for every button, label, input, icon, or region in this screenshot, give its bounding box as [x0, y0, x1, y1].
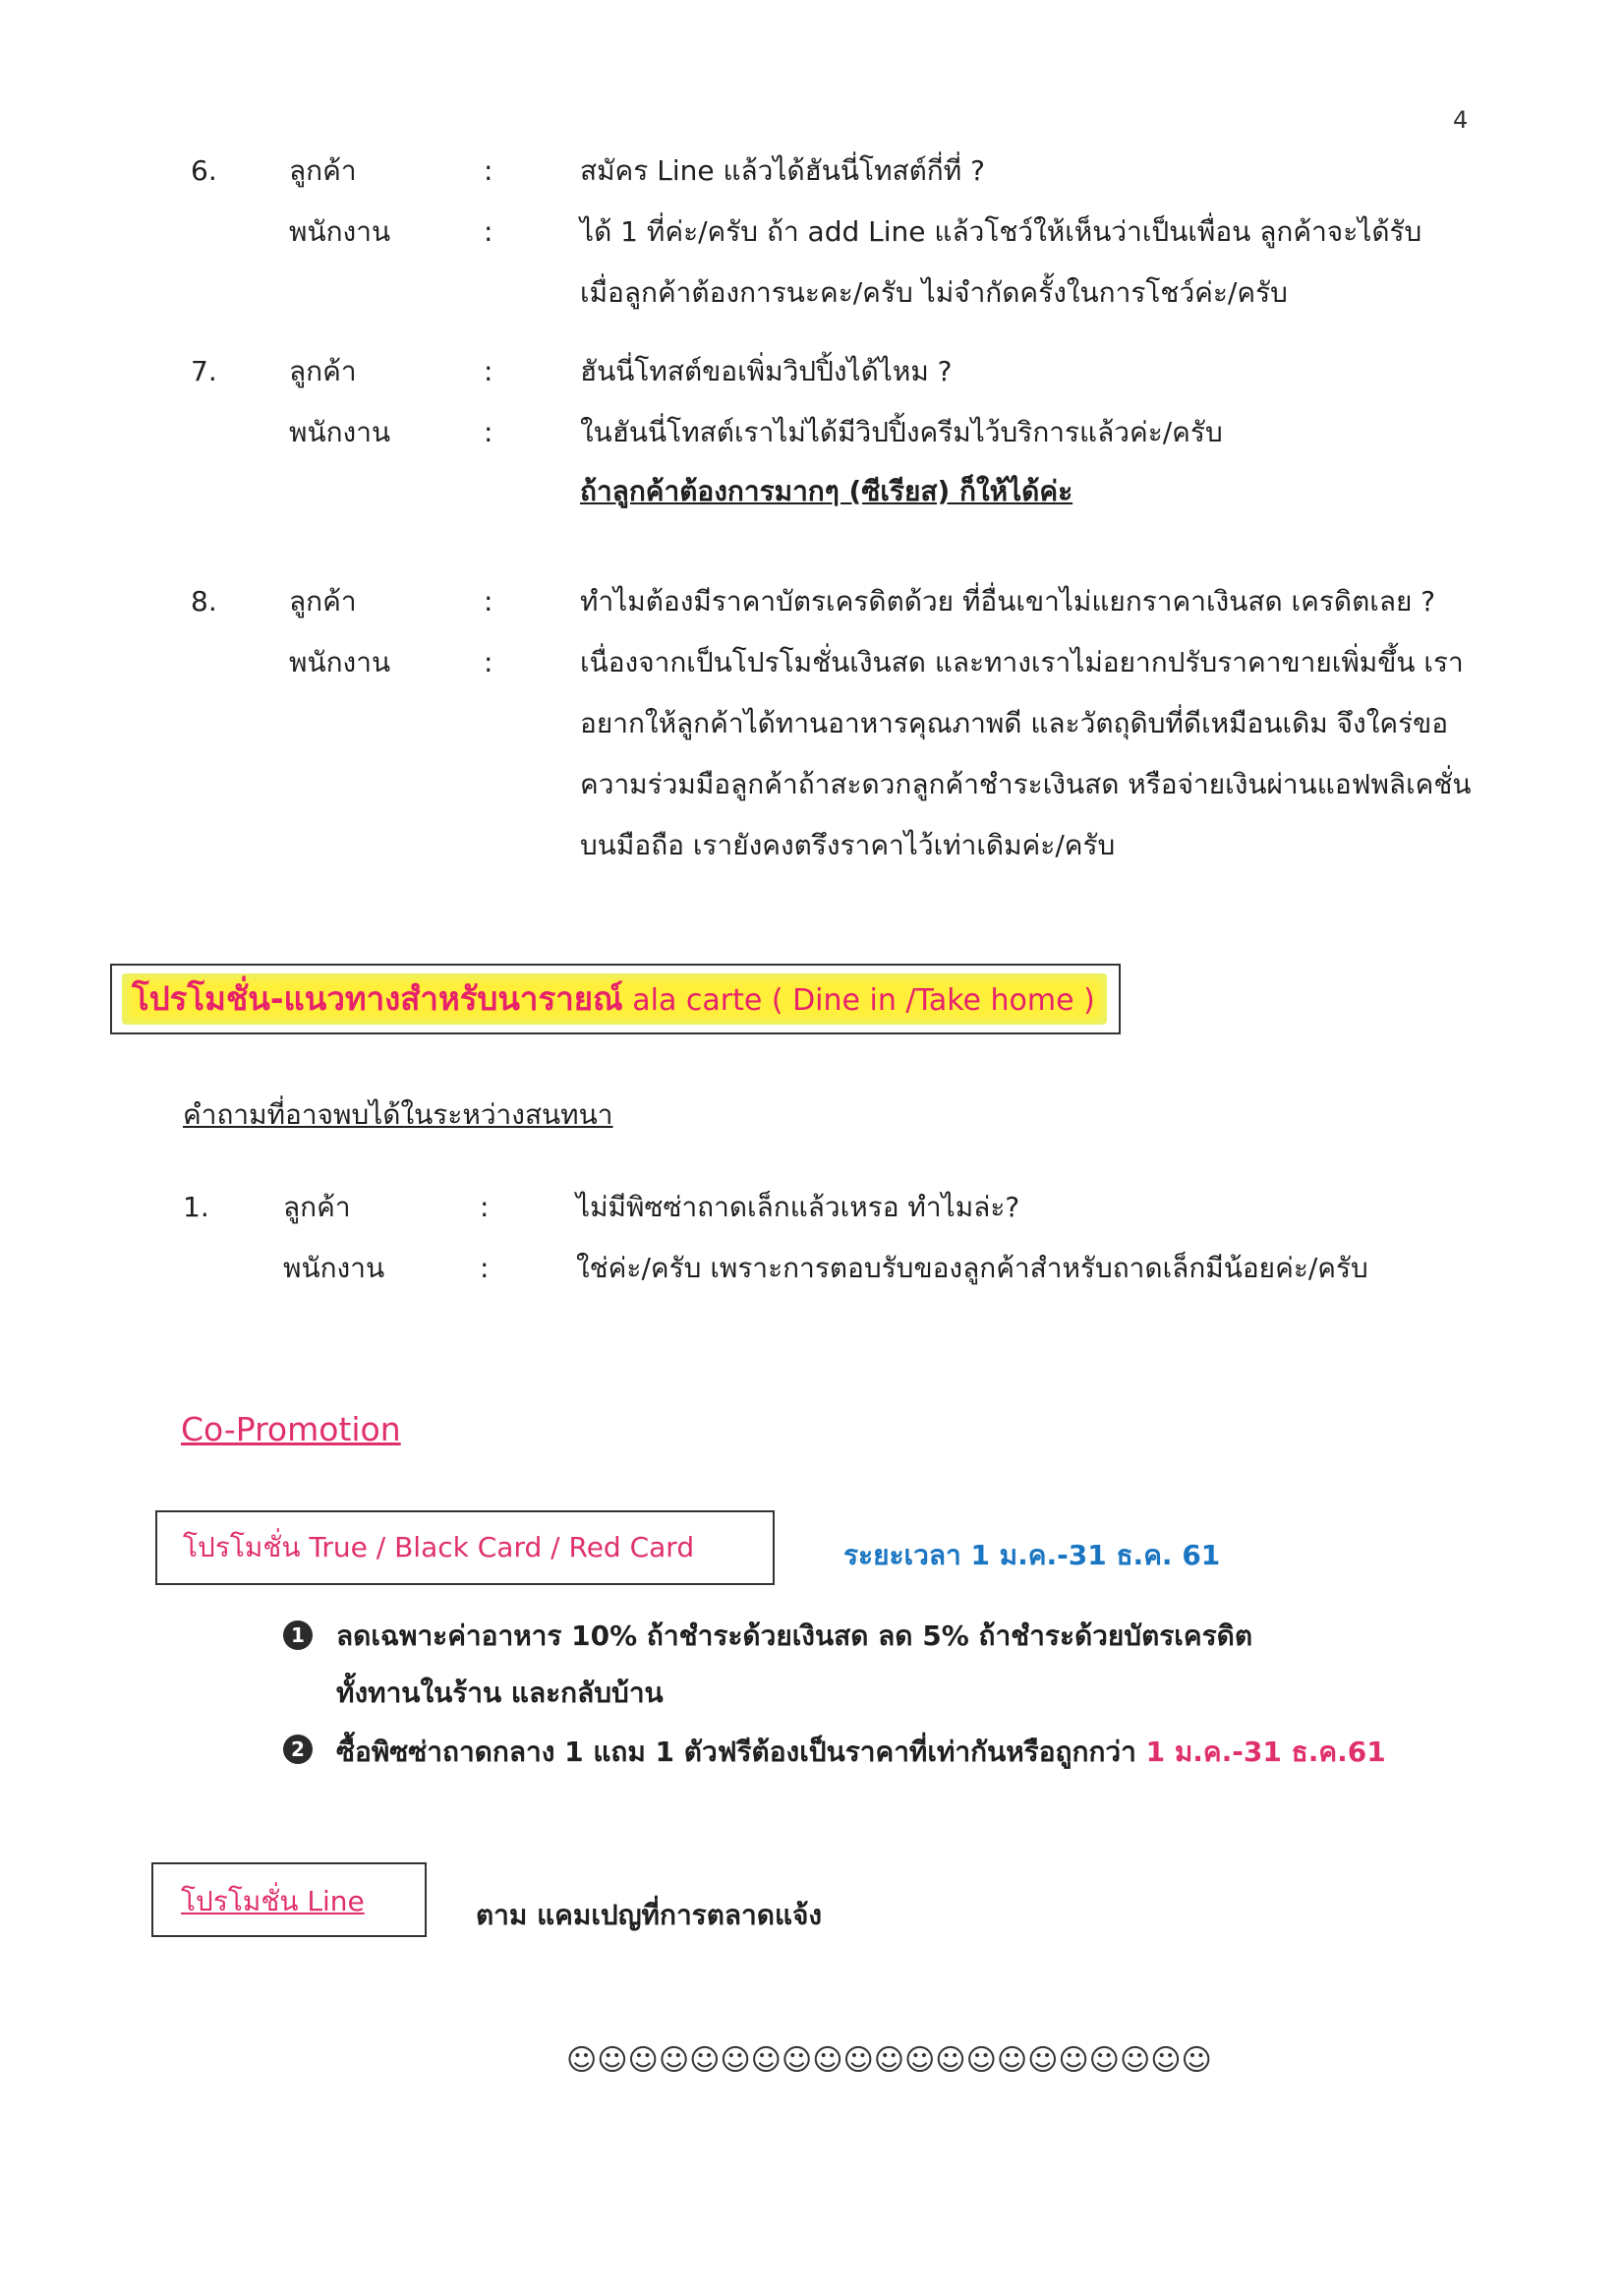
- faq-heading: คำถามที่อาจพบได้ในระหว่างสนทนา: [183, 1098, 613, 1131]
- line-promo-text: ตาม แคมเปญที่การตลาดแจ้ง: [476, 1899, 823, 1931]
- promo-heading-thai: โปรโมชั่น-แนวทางสำหรับนารายณ์: [132, 979, 623, 1018]
- bullet-text: ทั้งทานในร้าน และกลับบ้าน: [336, 1677, 664, 1709]
- qa-colon: :: [484, 646, 493, 678]
- qa-question: สมัคร Line แล้วได้ฮันนี่โทสต์กี่ที่ ?: [580, 154, 985, 187]
- qa-answer: ในฮันนี่โทสต์เราไม่ได้มีวิปปิ้งครีมไว้บริการแล้วค่ะ/ครับ: [580, 416, 1223, 448]
- co-promotion-heading: Co-Promotion: [181, 1410, 401, 1448]
- qa-question: ฮันนี่โทสต์ขอเพิ่มวิปปิ้งได้ไหม ?: [580, 355, 953, 387]
- qa-answer: เนื่องจากเป็นโปรโมชั่นเงินสด และทางเราไม่อยากปรับราคาขายเพิ่มขึ้น เรา: [580, 646, 1464, 678]
- qa-answer-emphasis: ถ้าลูกค้าต้องการมากๆ (ซีเรียส) ก็ให้ได้ค่ะ: [580, 475, 1073, 507]
- promo-heading-en: ala carte ( Dine in /Take home ): [622, 983, 1095, 1018]
- qa-customer-label: ลูกค้า: [289, 154, 357, 187]
- qa-num: 7.: [191, 355, 217, 387]
- qa-answer: อยากให้ลูกค้าได้ทานอาหารคุณภาพดี และวัตถุดิบที่ดีเหมือนเดิม จึงใคร่ขอ: [580, 707, 1449, 739]
- qa-customer-label: ลูกค้า: [283, 1191, 351, 1223]
- line-promo-box: [151, 1862, 427, 1937]
- qa-answer: เมื่อลูกค้าต้องการนะคะ/ครับ ไม่จำกัดครั้งในการโชว์ค่ะ/ครับ: [580, 276, 1288, 309]
- qa-answer: ความร่วมมือลูกค้าถ้าสะดวกลูกค้าชำระเงินสด หรือจ่ายเงินผ่านแอฟพลิเคชั่น: [580, 768, 1472, 800]
- qa-question: ทำไมต้องมีราคาบัตรเครดิตด้วย ที่อื่นเขาไม่แยกราคาเงินสด เครดิตเลย ?: [580, 585, 1436, 618]
- qa-colon: :: [484, 215, 493, 248]
- qa-employee-label: พนักงาน: [289, 215, 391, 248]
- qa-colon: :: [484, 355, 493, 387]
- qa-colon: :: [484, 585, 493, 618]
- qa-num: 8.: [191, 585, 217, 618]
- qa-employee-label: พนักงาน: [283, 1252, 385, 1284]
- line-promo-label: โปรโมชั่น Line: [181, 1885, 365, 1917]
- true-card-box: [155, 1510, 775, 1585]
- qa-num: 1.: [183, 1191, 209, 1223]
- promo-period: ระยะเวลา 1 ม.ค.-31 ธ.ค. 61: [843, 1539, 1221, 1571]
- bullet-text-main: ซื้อพิซซ่าถาดกลาง 1 แถม 1 ตัวฟรีต้องเป็นราคาที่เท่ากันหรือถูกกว่า: [336, 1736, 1136, 1768]
- qa-answer: ใช่ค่ะ/ครับ เพราะการตอบรับของลูกค้าสำหรับถาดเล็กมีน้อยค่ะ/ครับ: [576, 1252, 1368, 1284]
- bullet-one-icon: 1: [283, 1620, 313, 1650]
- promo-heading: [132, 977, 1095, 1023]
- qa-num: 6.: [191, 154, 217, 187]
- qa-customer-label: ลูกค้า: [289, 355, 357, 387]
- smiley-row: ☺☺☺☺☺☺☺☺☺☺☺☺☺☺☺☺☺☺☺☺☺: [566, 2043, 1212, 2078]
- bullet-two-icon: 2: [283, 1735, 313, 1764]
- qa-answer: ได้ 1 ที่ค่ะ/ครับ ถ้า add Line แล้วโชว์ให้เห็นว่าเป็นเพื่อน ลูกค้าจะได้รับ: [580, 215, 1422, 248]
- qa-colon: :: [480, 1252, 490, 1284]
- bullet-date: 1 ม.ค.-31 ธ.ค.61: [1145, 1736, 1386, 1768]
- qa-question: ไม่มีพิซซ่าถาดเล็กแล้วเหรอ ทำไมล่ะ?: [576, 1191, 1020, 1223]
- promo-heading-box: [110, 964, 1121, 1034]
- qa-colon: :: [484, 416, 493, 448]
- qa-customer-label: ลูกค้า: [289, 585, 357, 618]
- true-card-label: โปรโมชั่น True / Black Card / Red Card: [183, 1531, 695, 1563]
- qa-colon: :: [480, 1191, 490, 1223]
- qa-colon: :: [484, 154, 493, 187]
- qa-answer: บนมือถือ เรายังคงตรึงราคาไว้เท่าเดิมค่ะ/ครับ: [580, 829, 1116, 861]
- qa-employee-label: พนักงาน: [289, 646, 391, 678]
- qa-employee-label: พนักงาน: [289, 416, 391, 448]
- bullet-text: [336, 1733, 1386, 1772]
- page-number: 4: [1453, 106, 1469, 134]
- bullet-text: ลดเฉพาะค่าอาหาร 10% ถ้าชำระด้วยเงินสด ลด 5% ถ้าชำระด้วยบัตรเครดิต: [336, 1619, 1252, 1652]
